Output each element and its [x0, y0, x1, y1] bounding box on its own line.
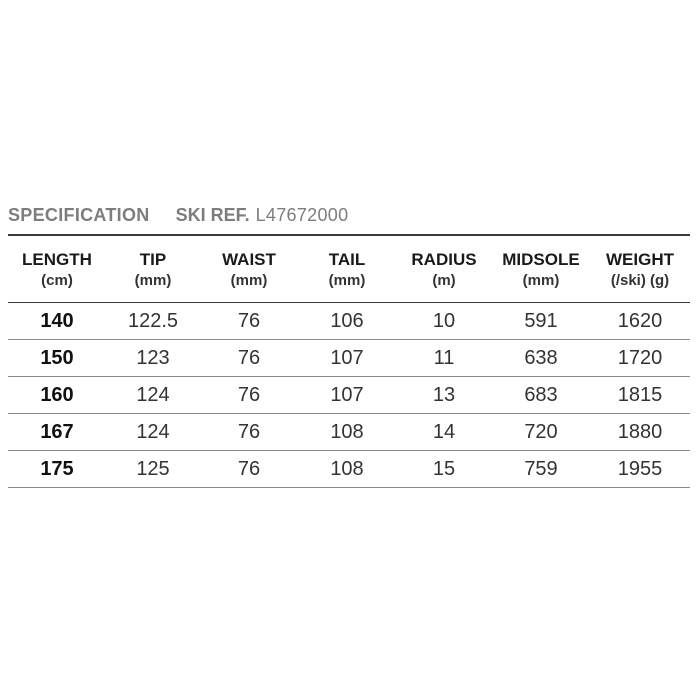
cell-tip: 125: [106, 451, 200, 488]
cell-weight: 1955: [590, 451, 690, 488]
col-radius: RADIUS (m): [411, 250, 477, 289]
cell-waist: 76: [200, 414, 298, 451]
cell-length: 160: [8, 377, 106, 414]
cell-tail: 107: [298, 340, 396, 377]
cell-tip: 124: [106, 377, 200, 414]
col-tail: TAIL (mm): [328, 250, 366, 289]
cell-weight: 1620: [590, 303, 690, 340]
cell-midsole: 759: [492, 451, 590, 488]
cell-waist: 76: [200, 377, 298, 414]
cell-midsole: 591: [492, 303, 590, 340]
spec-title: SPECIFICATION: [8, 204, 150, 225]
cell-tail: 106: [298, 303, 396, 340]
cell-tip: 122.5: [106, 303, 200, 340]
col-weight: WEIGHT (/ski) (g): [606, 250, 674, 289]
cell-weight: 1815: [590, 377, 690, 414]
cell-tail: 108: [298, 451, 396, 488]
cell-waist: 76: [200, 451, 298, 488]
cell-midsole: 638: [492, 340, 590, 377]
cell-length: 150: [8, 340, 106, 377]
cell-radius: 10: [396, 303, 492, 340]
cell-tip: 123: [106, 340, 200, 377]
cell-tail: 107: [298, 377, 396, 414]
cell-tail: 108: [298, 414, 396, 451]
col-waist: WAIST (mm): [222, 250, 276, 289]
cell-midsole: 683: [492, 377, 590, 414]
cell-length: 175: [8, 451, 106, 488]
table-row: [8, 377, 690, 414]
table-row: [8, 414, 690, 451]
cell-weight: 1880: [590, 414, 690, 451]
cell-waist: 76: [200, 340, 298, 377]
table-row: [8, 451, 690, 488]
col-midsole: MIDSOLE (mm): [502, 250, 580, 289]
col-length: LENGTH (cm): [22, 250, 92, 289]
ski-ref-label: SKI REF.: [175, 204, 250, 225]
cell-weight: 1720: [590, 340, 690, 377]
header-row: [8, 238, 690, 303]
spec-heading: [8, 202, 348, 228]
top-rule: [8, 234, 690, 236]
ski-ref-value: L47672000: [255, 204, 349, 225]
cell-radius: 11: [396, 340, 492, 377]
cell-radius: 15: [396, 451, 492, 488]
cell-length: 167: [8, 414, 106, 451]
cell-midsole: 720: [492, 414, 590, 451]
cell-radius: 13: [396, 377, 492, 414]
cell-length: 140: [8, 303, 106, 340]
col-tip: TIP (mm): [134, 250, 172, 289]
table-row: [8, 303, 690, 340]
cell-radius: 14: [396, 414, 492, 451]
cell-tip: 124: [106, 414, 200, 451]
table-row: [8, 340, 690, 377]
spec-table: [8, 238, 690, 488]
cell-waist: 76: [200, 303, 298, 340]
